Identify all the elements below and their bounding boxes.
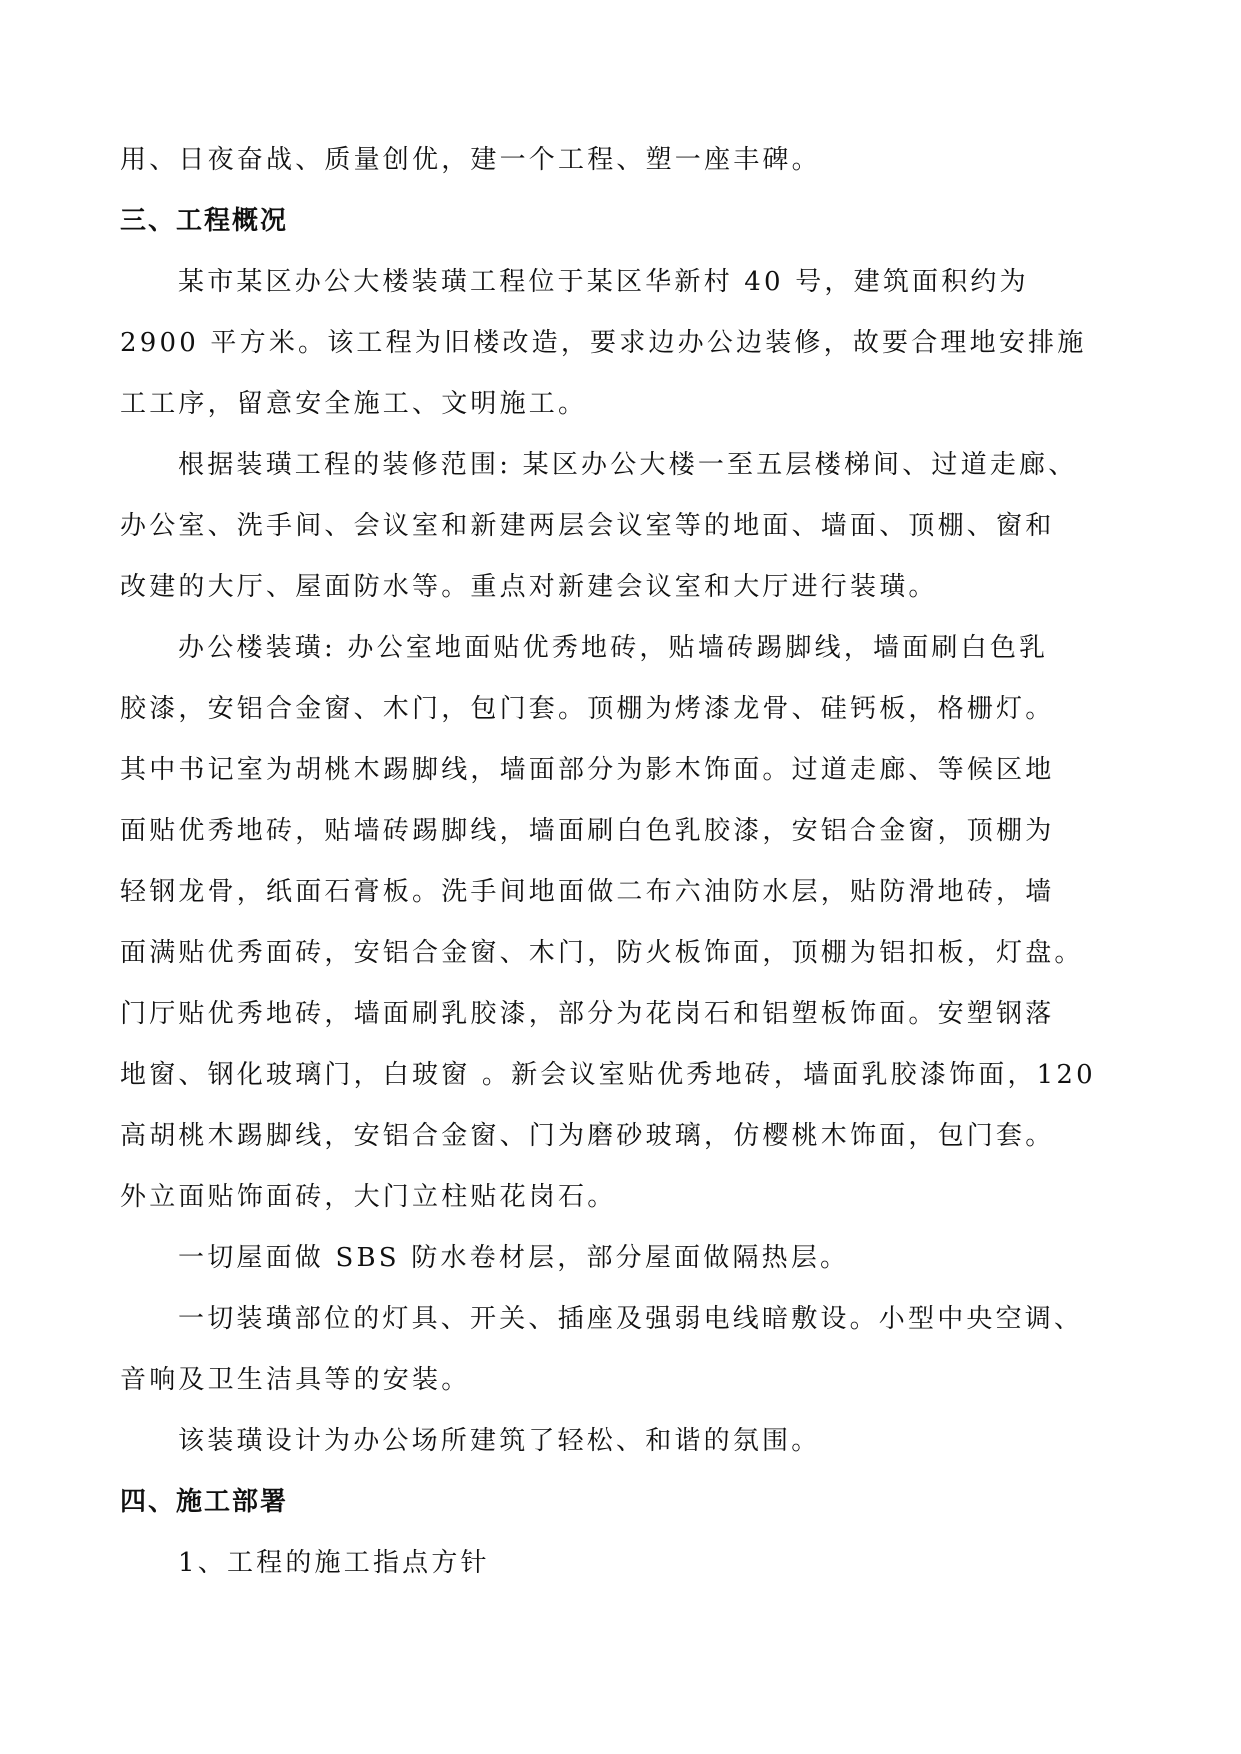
paragraph-line: 改建的大厅、屋面防水等。重点对新建会议室和大厅进行装璜。 [120,572,938,602]
section-heading-construction-deployment: 四、施工部署 [120,1487,289,1517]
paragraph-line: 办公室、洗手间、会议室和新建两层会议室等的地面、墙面、顶棚、窗和 [120,511,1055,541]
paragraph-line: 胶漆，安铝合金窗、木门，包门套。顶棚为烤漆龙骨、硅钙板，格栅灯。 [120,694,1055,724]
paragraph-line: 音响及卫生洁具等的安装。 [120,1365,471,1395]
paragraph-line: 面满贴优秀面砖，安铝合金窗、木门，防火板饰面，顶棚为铝扣板，灯盘。 [120,938,1084,968]
paragraph-line: 某市某区办公大楼装璜工程位于某区华新村 40 号，建筑面积约为 [178,267,1029,297]
paragraph-line: 轻钢龙骨，纸面石膏板。洗手间地面做二布六油防水层，贴防滑地砖，墙 [120,877,1055,907]
paragraph-line: 用、日夜奋战、质量创优，建一个工程、塑一座丰碑。 [120,145,821,175]
paragraph-line: 面贴优秀地砖，贴墙砖踢脚线，墙面刷白色乳胶漆，安铝合金窗，顶棚为 [120,816,1055,846]
section-heading-project-overview: 三、工程概况 [120,206,289,236]
paragraph-line: 高胡桃木踢脚线，安铝合金窗、门为磨砂玻璃，仿樱桃木饰面，包门套。 [120,1121,1055,1151]
document-body [120,130,1125,1594]
subsection-heading: 1、工程的施工指点方针 [178,1548,490,1578]
paragraph-line: 其中书记室为胡桃木踢脚线，墙面部分为影木饰面。过道走廊、等候区地 [120,755,1055,785]
paragraph-line: 外立面贴饰面砖，大门立柱贴花岗石。 [120,1182,617,1212]
paragraph-line: 一切屋面做 SBS 防水卷材层，部分屋面做隔热层。 [178,1243,850,1273]
paragraph-line: 2900 平方米。该工程为旧楼改造，要求边办公边装修，故要合理地安排施 [120,328,1087,358]
paragraph-line: 地窗、钢化玻璃门，白玻窗 。新会议室贴优秀地砖，墙面乳胶漆饰面，120 [120,1060,1096,1090]
paragraph-line: 门厅贴优秀地砖，墙面刷乳胶漆，部分为花岗石和铝塑板饰面。安塑钢落 [120,999,1055,1029]
paragraph-line: 工工序，留意安全施工、文明施工。 [120,389,588,419]
paragraph-line: 办公楼装璜: 办公室地面贴优秀地砖，贴墙砖踢脚线，墙面刷白色乳 [178,633,1049,663]
paragraph-line: 根据装璜工程的装修范围: 某区办公大楼一至五层楼梯间、过道走廊、 [178,450,1078,480]
paragraph-line: 一切装璜部位的灯具、开关、插座及强弱电线暗敷设。小型中央空调、 [178,1304,1084,1334]
paragraph-line: 该装璜设计为办公场所建筑了轻松、和谐的氛围。 [178,1426,821,1456]
